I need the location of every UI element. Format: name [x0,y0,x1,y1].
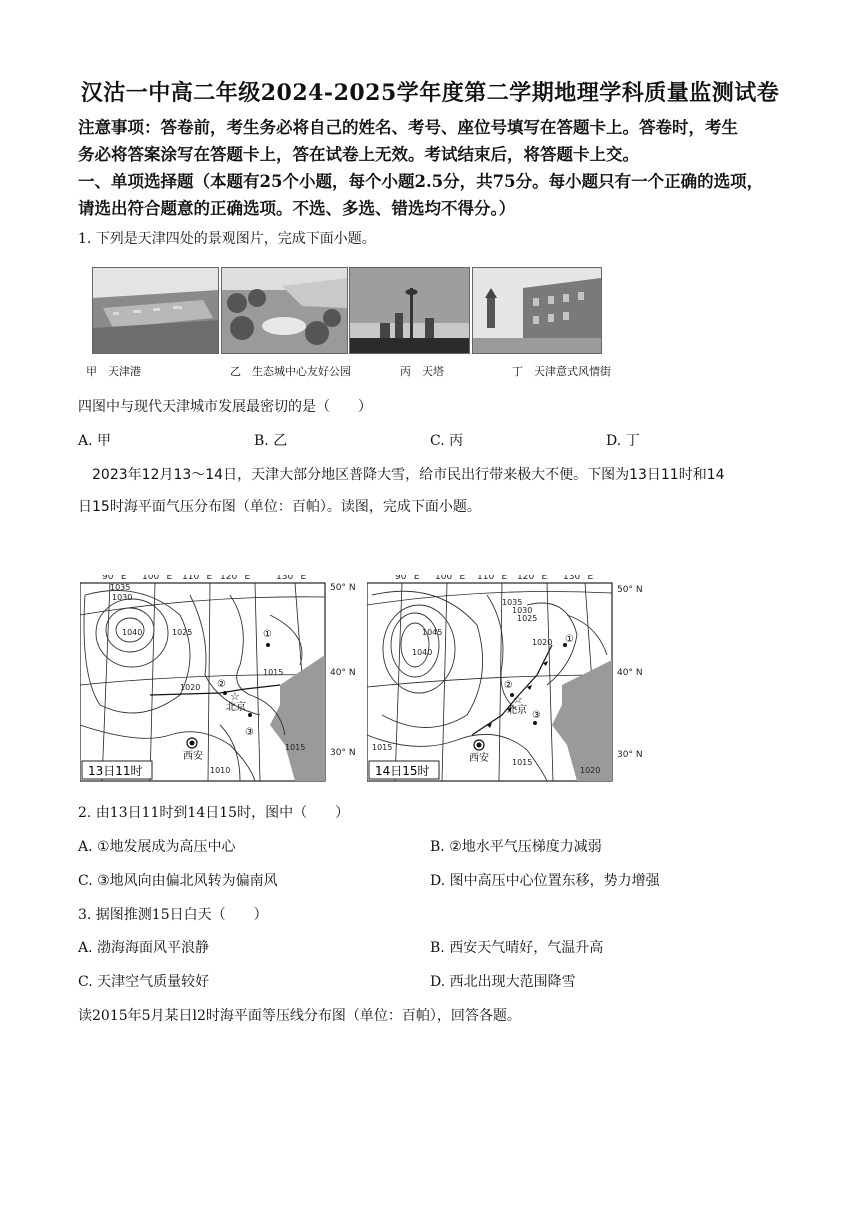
photo-italian-style-street [472,267,602,354]
section-heading-line-1: 一、单项选择题（本题有25个小题，每个小题2.5分，共75分。每小题只有一个正确的选项， [78,172,764,191]
q1-option-a: A. 甲 [78,433,112,449]
isobar-label: 1015 [263,668,284,677]
lon-label: 100° E [142,575,173,582]
city-beijing: 北京 [226,702,246,713]
marker-1: ① [263,629,272,640]
lon-label: 120° E [517,575,548,582]
isobar-label: 1035 [502,598,523,607]
passage-line-2: 日15时海平面气压分布图（单位：百帕）。读图，完成下面小题。 [78,499,481,515]
marker-1: ① [565,634,574,645]
q2-option-a: A. ①地发展成为高压中心 [78,839,236,855]
passage-line-1: 2023年12月13～14日，天津大部分地区普降大雪，给市民出行带来极大不便。下图为13日11时和14 [92,467,725,483]
lat-label: 30° N [617,750,643,760]
lat-label: 50° N [330,583,356,593]
lon-label: 130° E [563,575,594,582]
lat-label: 40° N [617,668,643,678]
q2-option-d: D. 图中高压中心位置东移，势力增强 [430,873,660,889]
isobar-label: 1015 [372,743,393,752]
svg-text:☆: ☆ [230,690,240,703]
photo-eco-city-park [221,267,348,354]
caption-ding: 丁 天津意式风情街 [512,365,611,378]
q3-option-b: B. 西安天气晴好，气温升高 [430,940,604,956]
lon-label: 110° E [182,575,213,582]
q4-intro: 读2015年5月某日l2时海平面等压线分布图（单位：百帕），回答各题。 [78,1008,521,1024]
city-xian: 西安 [183,751,203,762]
isobar-label: 1020 [580,766,601,775]
isobar-label: 1025 [172,628,193,637]
q2-option-b: B. ②地水平气压梯度力减弱 [430,839,602,855]
marker-2: ② [217,679,226,690]
isobar-label: 1020 [180,683,201,692]
isobar-label: 1010 [210,766,231,775]
map-right-time-label: 14日15时 [375,764,430,778]
q3-option-a: A. 渤海海面风平浪静 [78,940,210,956]
q1-intro: 1. 下列是天津四处的景观图片，完成下面小题。 [78,231,376,247]
city-beijing: 北京 [507,705,527,716]
lon-label: 90° E [102,575,127,582]
pressure-map-13-11 [80,575,360,789]
q1-option-c: C. 丙 [430,433,464,449]
isobar-label: 1035 [110,583,131,592]
caption-yi: 乙 生态城中心友好公园 [230,365,351,378]
marker-3: ③ [245,727,254,738]
notice-line-2: 务必将答案涂写在答题卡上，答在试卷上无效。考试结束后，将答题卡上交。 [78,145,639,164]
lat-label: 50° N [617,585,643,595]
photo-tianjin-port [92,267,219,354]
caption-bing: 丙 天塔 [400,365,444,378]
q3-option-d: D. 西北出现大范围降雪 [430,974,576,990]
q1-option-b: B. 乙 [254,433,288,449]
section-heading-line-2: 请选出符合题意的正确选项。不选、多选、错选均不得分。） [78,199,516,218]
q3-stem: 3. 据图推测15日白天（ ） [78,907,268,923]
isobar-label: 1040 [412,648,433,657]
city-xian: 西安 [469,753,489,764]
svg-text:☆: ☆ [513,693,523,706]
lat-label: 30° N [330,748,356,758]
lon-label: 120° E [220,575,251,582]
caption-jia: 甲 天津港 [86,365,141,378]
isobar-label: 1025 [517,614,538,623]
marker-2: ② [504,680,513,691]
lon-label: 90° E [395,575,420,582]
q1-stem: 四图中与现代天津城市发展最密切的是（ ） [78,399,372,415]
q2-option-c: C. ③地风向由偏北风转为偏南风 [78,873,278,889]
page-title: 汉沽一中高二年级2024-2025学年度第二学期地理学科质量监测试卷 [80,80,780,106]
isobar-label: 1020 [532,638,553,647]
map-left-time-label: 13日11时 [88,764,143,778]
photo-tianta-tower [349,267,470,354]
isobar-label: 1015 [285,743,306,752]
lon-label: 130° E [276,575,307,582]
q2-stem: 2. 由13日11时到14日15时，图中（ ） [78,805,350,821]
marker-3: ③ [532,710,541,721]
isobar-label: 1030 [112,593,133,602]
q3-option-c: C. 天津空气质量较好 [78,974,210,990]
isobar-label: 1045 [422,628,443,637]
isobar-label: 1030 [512,606,533,615]
lon-label: 100° E [435,575,466,582]
pressure-map-14-15 [367,575,647,789]
isobar-label: 1015 [512,758,533,767]
q1-option-d: D. 丁 [606,433,640,449]
isobar-label: 1040 [122,628,143,637]
notice-line-1: 注意事项：答卷前，考生务必将自己的姓名、考号、座位号填写在答题卡上。答卷时，考生 [78,118,738,137]
lat-label: 40° N [330,668,356,678]
lon-label: 110° E [477,575,508,582]
